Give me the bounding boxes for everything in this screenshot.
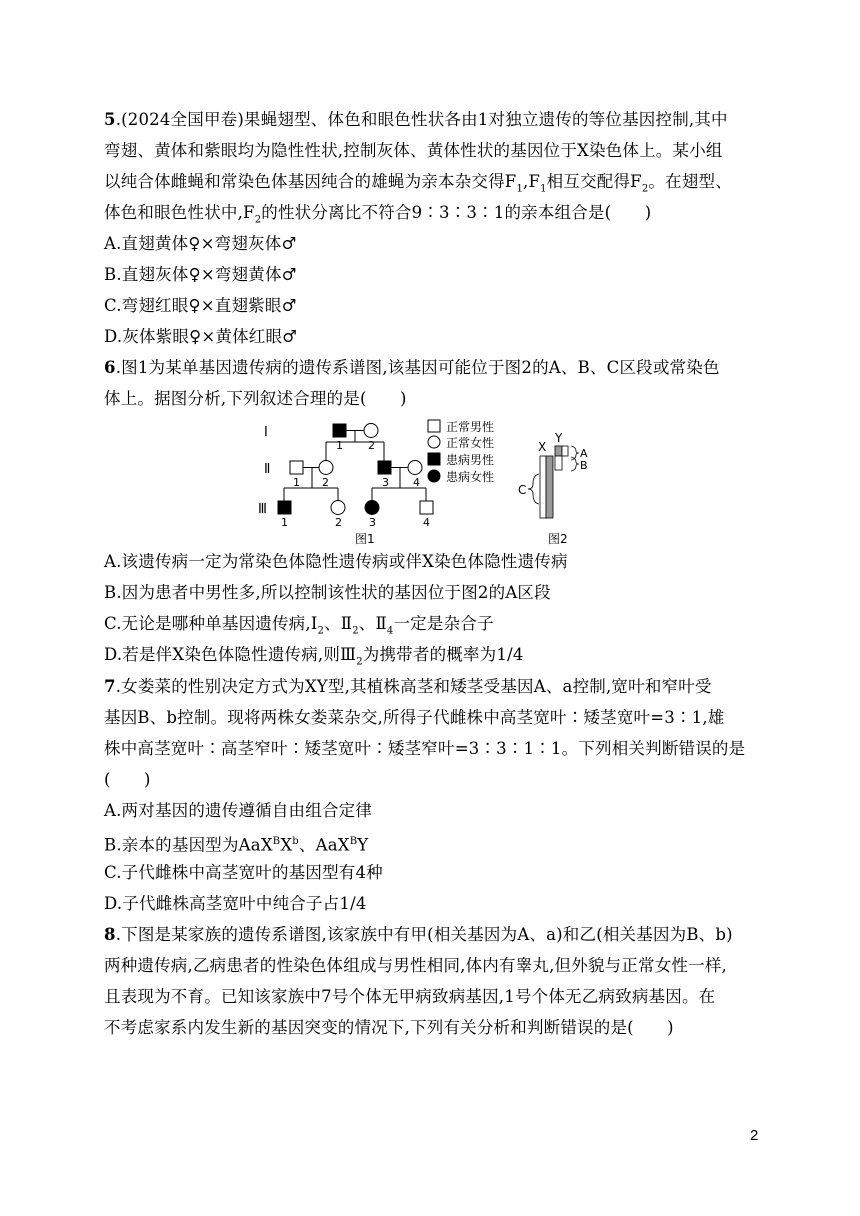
chrom-label-y: Y xyxy=(555,431,563,445)
q8-line-4: 不考虑家系内发生新的基因突变的情况下,下列有关分析和判断错误的是( ) xyxy=(104,1018,674,1037)
pedigree-II1-normal-male xyxy=(290,461,303,474)
svg-text:3: 3 xyxy=(382,476,389,489)
q7-option-b: B.亲本的基因型为$AaX^BX^b$、AaX$^B$Y xyxy=(104,835,369,855)
q5-option-d: D.灰体紫眼♀×黄体红眼♂ xyxy=(104,327,298,346)
q6-line-2: 体上。据图分析,下列叙述合理的是( ) xyxy=(104,389,407,408)
pedigree-figure xyxy=(258,418,602,548)
gen-label-3: Ⅲ xyxy=(258,502,267,517)
sex-chromosome-diagram xyxy=(518,431,588,518)
q6-option-a: A.该遗传病一定为常染色体隐性遗传病或伴X染色体隐性遗传病 xyxy=(104,552,568,571)
svg-text:2: 2 xyxy=(335,516,342,529)
pedigree-I2-normal-female xyxy=(364,424,378,438)
q5-option-c: C.弯翅红眼♀×直翅紫眼♂ xyxy=(104,296,297,315)
q8-line-3: 且表现为不育。已知该家族中7号个体无甲病致病基因,1号个体无乙病致病基因。在 xyxy=(104,987,716,1006)
svg-text:4: 4 xyxy=(423,516,430,529)
svg-text:2: 2 xyxy=(322,476,329,489)
svg-text:4: 4 xyxy=(413,476,420,489)
chrom-label-b: B xyxy=(580,459,588,472)
q5-line-1: 5.(2024全国甲卷)果蝇翅型、体色和眼色性状各由1对独立遗传的等位基因控制,其中 xyxy=(104,110,728,129)
pedigree-III3-affected-female xyxy=(365,501,379,515)
fig1-caption: 图1 xyxy=(355,532,375,546)
q5-line-2: 弯翅、黄体和紫眼均为隐性性状,控制灰体、黄体性状的基因位于X染色体上。某小组 xyxy=(104,141,723,160)
q6-option-c: C.无论是哪种单基因遗传病$,Ⅰ_2$、$Ⅱ_2$、$Ⅱ_4$一定是杂合子 xyxy=(104,614,494,637)
q6-option-d: D.若是伴X染色体隐性遗传病,则$Ⅲ_2$为携带者的概率为1/4 xyxy=(104,645,524,668)
pedigree-II4-normal-female xyxy=(408,461,422,475)
q5-line-3: 以纯合体雌蝇和常染色体基因纯合的雄蝇为亲本杂交得$F_1,F_1$相互交配得$F_2$。在翅型、 xyxy=(104,172,732,195)
svg-text:1: 1 xyxy=(281,516,288,529)
svg-text:3: 3 xyxy=(369,516,376,529)
pedigree-III1-affected-male xyxy=(278,501,291,514)
chrom-label-a: A xyxy=(580,447,588,460)
q7-option-c: C.子代雌株中高茎宽叶的基因型有4种 xyxy=(104,863,383,882)
q6-option-b: B.因为患者中男性多,所以控制该性状的基因位于图2的A区段 xyxy=(104,583,551,602)
chrom-label-c: C xyxy=(518,483,527,497)
q5-option-b: B.直翅灰体♀×弯翅黄体♂ xyxy=(104,265,297,284)
gen-label-2: Ⅱ xyxy=(264,462,271,477)
q7-line-1: 7.女娄菜的性别决定方式为XY型,其植株高茎和矮茎受基因A、a控制,宽叶和窄叶受 xyxy=(104,677,712,696)
pedigree-I1-affected-male xyxy=(333,424,346,437)
q7-line-2: 基因B、b控制。现将两株女娄菜杂交,所得子代雌株中高茎宽叶∶矮茎宽叶=3∶1,雄 xyxy=(104,708,725,727)
pedigree-II2-normal-female xyxy=(319,461,333,475)
q7-line-4: ( ) xyxy=(104,770,151,789)
svg-text:1: 1 xyxy=(293,476,300,489)
q7-line-3: 株中高茎宽叶∶高茎窄叶∶矮茎宽叶∶矮茎窄叶=3∶3∶1∶1。下列相关判断错误的是 xyxy=(104,739,746,758)
q5-line-4: 体色和眼色性状中$,F_2$的性状分离比不符合9∶3∶3∶1的亲本组合是( ) xyxy=(104,203,652,226)
legend-normal-male-icon xyxy=(428,420,440,432)
q8-line-1: 8.下图是某家族的遗传系谱图,该家族中有甲(相关基因为A、a)和乙(相关基因为B、b) xyxy=(104,925,733,944)
legend-normal-female-icon xyxy=(428,436,440,448)
q7-option-a: A.两对基因的遗传遵循自由组合定律 xyxy=(104,801,373,820)
gen-label-1: Ⅰ xyxy=(264,425,268,440)
pedigree-III2-normal-female xyxy=(331,501,345,515)
legend-affected-female: 患病女性 xyxy=(446,470,495,484)
pedigree-II3-affected-male xyxy=(378,461,391,474)
fig2-caption: 图2 xyxy=(548,532,568,546)
pedigree-III4-normal-male xyxy=(420,501,433,514)
chrom-label-x: X xyxy=(538,440,547,454)
q8-line-2: 两种遗传病,乙病患者的性染色体组成与男性相同,体内有睾丸,但外貌与正常女性一样, xyxy=(104,956,727,975)
q6-line-1: 6.图1为某单基因遗传病的遗传系谱图,该基因可能位于图2的A、B、C区段或常染色 xyxy=(104,358,720,377)
q7-option-d: D.子代雌株高茎宽叶中纯合子占1/4 xyxy=(104,894,367,913)
legend-affected-male-icon xyxy=(428,453,440,465)
svg-text:2: 2 xyxy=(368,439,375,452)
page-number: 2 xyxy=(750,1127,759,1144)
legend-normal-male: 正常男性 xyxy=(446,420,495,434)
svg-text:1: 1 xyxy=(336,439,343,452)
legend-affected-male: 患病男性 xyxy=(446,453,495,467)
q5-option-a: A.直翅黄体♀×弯翅灰体♂ xyxy=(104,234,297,253)
legend-normal-female: 正常女性 xyxy=(446,436,495,450)
legend-affected-female-icon xyxy=(428,470,440,482)
